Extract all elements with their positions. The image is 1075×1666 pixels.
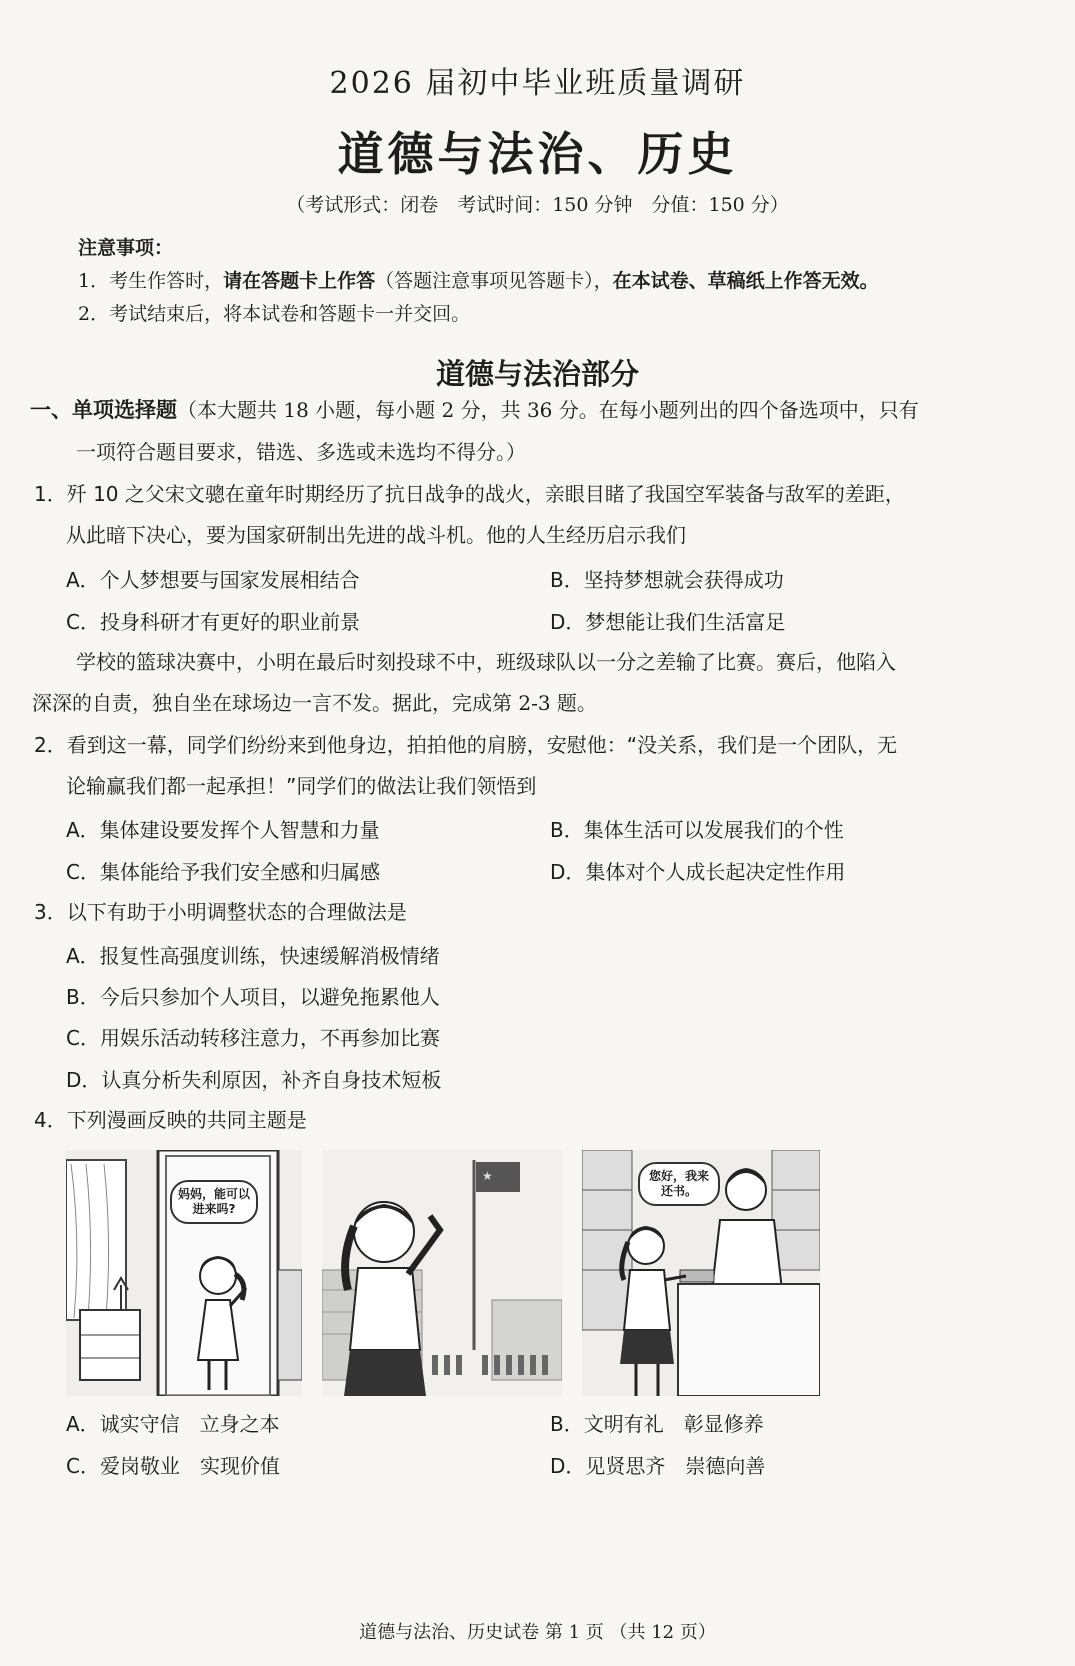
part1-heading xyxy=(30,396,919,424)
exam-batch-title: 2026 届初中毕业班质量调研 xyxy=(329,66,746,101)
notes-item-1-part-a: 1．考生作答时， xyxy=(78,270,224,292)
notes-item-1-emphasis-2: 在本试卷、草稿纸上作答无效。 xyxy=(612,270,879,292)
comic-book-bubble: 您好，我来还书。 xyxy=(638,1162,720,1206)
q2-option-b[interactable]: B．集体生活可以发展我们的个性 xyxy=(550,818,844,842)
part1-desc-2: 一项符合题目要求，错选、多选或未选均不得分。） xyxy=(76,440,526,464)
q1-stem-line1: 1．歼 10 之父宋文骢在童年时期经历了抗日战争的战火，亲眼目睹了我国空军装备与敌军的差距， xyxy=(34,482,905,506)
flag-star-icon: ★ xyxy=(482,1169,493,1183)
q3-option-a[interactable]: A．报复性高强度训练，快速缓解消极情绪 xyxy=(66,944,440,968)
part1-desc-1: （本大题共 18 小题，每小题 2 分，共 36 分。在每小题列出的四个备选项中，只有 xyxy=(177,398,919,422)
comic-knocking-door xyxy=(66,1150,302,1396)
q1-stem-line2: 从此暗下决心，要为国家研制出先进的战斗机。他的人生经历启示我们 xyxy=(66,523,686,547)
q2-option-c[interactable]: C．集体能给予我们安全感和归属感 xyxy=(66,860,380,884)
part1-label: 一、单项选择题 xyxy=(30,398,177,422)
comic-returning-book xyxy=(582,1150,820,1396)
q1-option-c[interactable]: C．投身科研才有更好的职业前景 xyxy=(66,610,360,634)
exam-subject-title: 道德与法治、历史 xyxy=(337,127,738,181)
q4-option-c[interactable]: C．爱岗敬业 实现价值 xyxy=(66,1454,280,1478)
comic-knocking-bubble: 妈妈，能可以进来吗? xyxy=(170,1180,258,1224)
q3-option-b[interactable]: B．今后只参加个人项目，以避免拖累他人 xyxy=(66,985,440,1009)
exam-info: （考试形式：闭卷 考试时间：150 分钟 分值：150 分） xyxy=(286,194,789,216)
material-line2: 深深的自责，独自坐在球场边一言不发。据此，完成第 2-3 题。 xyxy=(32,691,597,715)
q1-option-b[interactable]: B．坚持梦想就会获得成功 xyxy=(550,568,784,592)
q1-option-d[interactable]: D．梦想能让我们生活富足 xyxy=(550,610,786,634)
q2-option-a[interactable]: A．集体建设要发挥个人智慧和力量 xyxy=(66,818,380,842)
q4-option-b[interactable]: B．文明有礼 彰显修养 xyxy=(550,1412,764,1436)
notes-item-2: 2．考试结束后，将本试卷和答题卡一并交回。 xyxy=(78,303,471,325)
q2-stem-line2: 论输赢我们都一起承担！”同学们的做法让我们领悟到 xyxy=(66,774,537,798)
section-title: 道德与法治部分 xyxy=(435,357,639,391)
notes-item-1-emphasis: 请在答题卡上作答 xyxy=(223,270,376,292)
q1-option-a[interactable]: A．个人梦想要与国家发展相结合 xyxy=(66,568,360,592)
page-footer: 道德与法治、历史试卷 第 1 页 （共 12 页） xyxy=(359,1622,716,1643)
q3-stem: 3．以下有助于小明调整状态的合理做法是 xyxy=(34,900,407,924)
q3-option-c[interactable]: C．用娱乐活动转移注意力，不再参加比赛 xyxy=(66,1026,440,1050)
notes-item-1-part-c: （答题注意事项见答题卡）， xyxy=(375,270,613,292)
q2-stem-line1: 2．看到这一幕，同学们纷纷来到他身边，拍拍他的肩膀，安慰他：“没关系，我们是一个团队，无 xyxy=(34,733,898,757)
notes-heading: 注意事项： xyxy=(78,237,174,259)
comic-flag-salute xyxy=(322,1150,562,1396)
q3-option-d[interactable]: D．认真分析失利原因，补齐自身技术短板 xyxy=(66,1068,442,1092)
material-line1: 学校的篮球决赛中，小明在最后时刻投球不中，班级球队以一分之差输了比赛。赛后，他陷入 xyxy=(76,650,896,674)
q4-option-a[interactable]: A．诚实守信 立身之本 xyxy=(66,1412,280,1436)
q2-option-d[interactable]: D．集体对个人成长起决定性作用 xyxy=(550,860,846,884)
comic-flag-salute-drawing xyxy=(322,1150,562,1396)
notes-item-1 xyxy=(78,265,879,298)
q4-stem: 4．下列漫画反映的共同主题是 xyxy=(34,1108,307,1132)
notes-block xyxy=(78,232,879,331)
q4-option-d[interactable]: D．见贤思齐 崇德向善 xyxy=(550,1454,766,1478)
